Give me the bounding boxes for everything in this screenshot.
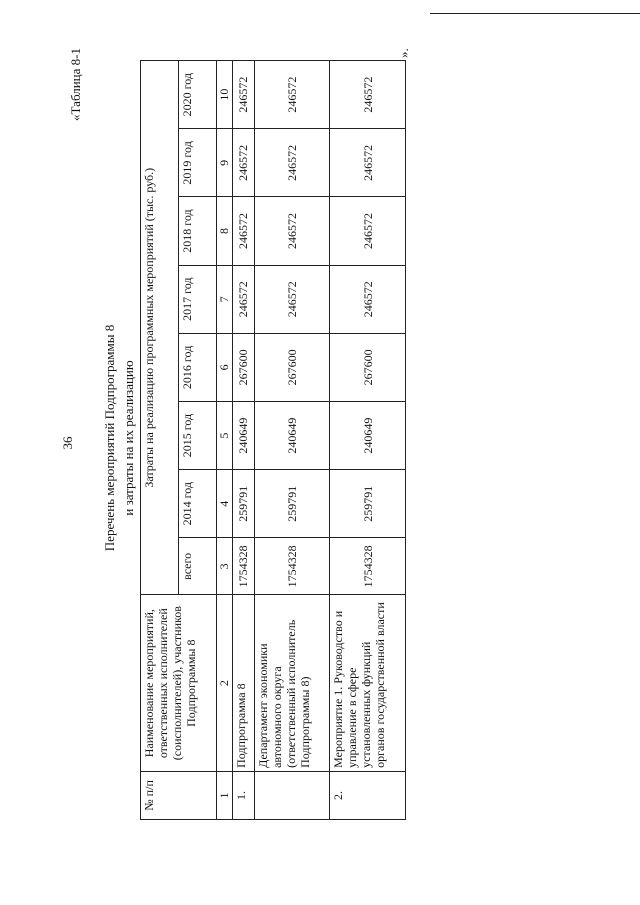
header-year: 2015 год <box>178 401 216 469</box>
title-line-2: и затраты на их реализацию <box>121 360 136 516</box>
cell-value: 246572 <box>254 61 330 129</box>
header-costs: Затраты на реализацию программных мероприятий (тыс. руб.) <box>141 61 179 595</box>
header-row-1 <box>141 61 179 820</box>
index-cell: 6 <box>216 333 232 401</box>
index-cell: 1 <box>216 771 232 819</box>
index-cell: 9 <box>216 129 232 197</box>
header-year: 2020 год <box>178 61 216 129</box>
header-year: 2017 год <box>178 265 216 333</box>
index-cell: 10 <box>216 61 232 129</box>
cell-value: 259791 <box>232 470 254 538</box>
header-name: Наименование мероприятий, ответственных исполнителей (соисполнителей), участников Подпрограммы 8 <box>141 595 217 771</box>
rotated-page <box>60 48 620 848</box>
cell-value: 246572 <box>330 61 406 129</box>
header-total: всего <box>178 538 216 595</box>
cell-value: 246572 <box>330 129 406 197</box>
header-num: № п/п <box>141 771 217 819</box>
cell-value: 246572 <box>232 129 254 197</box>
cell-value: 267600 <box>330 333 406 401</box>
cell-total: 1754328 <box>232 538 254 595</box>
title-line-1: Перечень мероприятий Подпрограммы 8 <box>102 324 117 552</box>
row-name: Подпрограмма 8 <box>232 595 254 771</box>
index-cell: 5 <box>216 401 232 469</box>
cell-total: 1754328 <box>254 538 330 595</box>
cell-value: 259791 <box>330 470 406 538</box>
top-rule <box>430 13 640 14</box>
closing-quote: ». <box>396 48 411 58</box>
cell-value: 246572 <box>232 265 254 333</box>
row-name: Мероприятие 1. Руководство и управление в сфере установленных функций органов государственной власти <box>330 595 406 771</box>
header-year: 2016 год <box>178 333 216 401</box>
row-name: Департамент экономики автономного округа (ответственный исполнитель Подпрограммы 8) <box>254 595 330 771</box>
cell-value: 259791 <box>254 470 330 538</box>
header-year: 2018 год <box>178 197 216 265</box>
cell-value: 246572 <box>254 129 330 197</box>
index-cell: 7 <box>216 265 232 333</box>
costs-table <box>140 60 406 820</box>
index-cell: 2 <box>216 595 232 771</box>
cell-value: 240649 <box>254 401 330 469</box>
table-label: «Таблица 8-1 <box>68 48 83 121</box>
cell-value: 246572 <box>254 197 330 265</box>
cell-value: 267600 <box>232 333 254 401</box>
header-year: 2019 год <box>178 129 216 197</box>
index-cell: 3 <box>216 538 232 595</box>
page-number: 36 <box>60 436 75 450</box>
cell-value: 246572 <box>254 265 330 333</box>
cell-value: 240649 <box>232 401 254 469</box>
table-row <box>330 61 406 820</box>
document-title <box>100 268 138 608</box>
row-num <box>254 771 330 819</box>
index-cell: 4 <box>216 470 232 538</box>
table-row <box>232 61 254 820</box>
row-num: 1. <box>232 771 254 819</box>
cell-value: 246572 <box>330 197 406 265</box>
cell-value: 240649 <box>330 401 406 469</box>
table-row <box>254 61 330 820</box>
cell-value: 246572 <box>330 265 406 333</box>
header-year: 2014 год <box>178 470 216 538</box>
cell-value: 267600 <box>254 333 330 401</box>
cell-total: 1754328 <box>330 538 406 595</box>
row-num: 2. <box>330 771 406 819</box>
index-row <box>216 61 232 820</box>
cell-value: 246572 <box>232 197 254 265</box>
index-cell: 8 <box>216 197 232 265</box>
cell-value: 246572 <box>232 61 254 129</box>
